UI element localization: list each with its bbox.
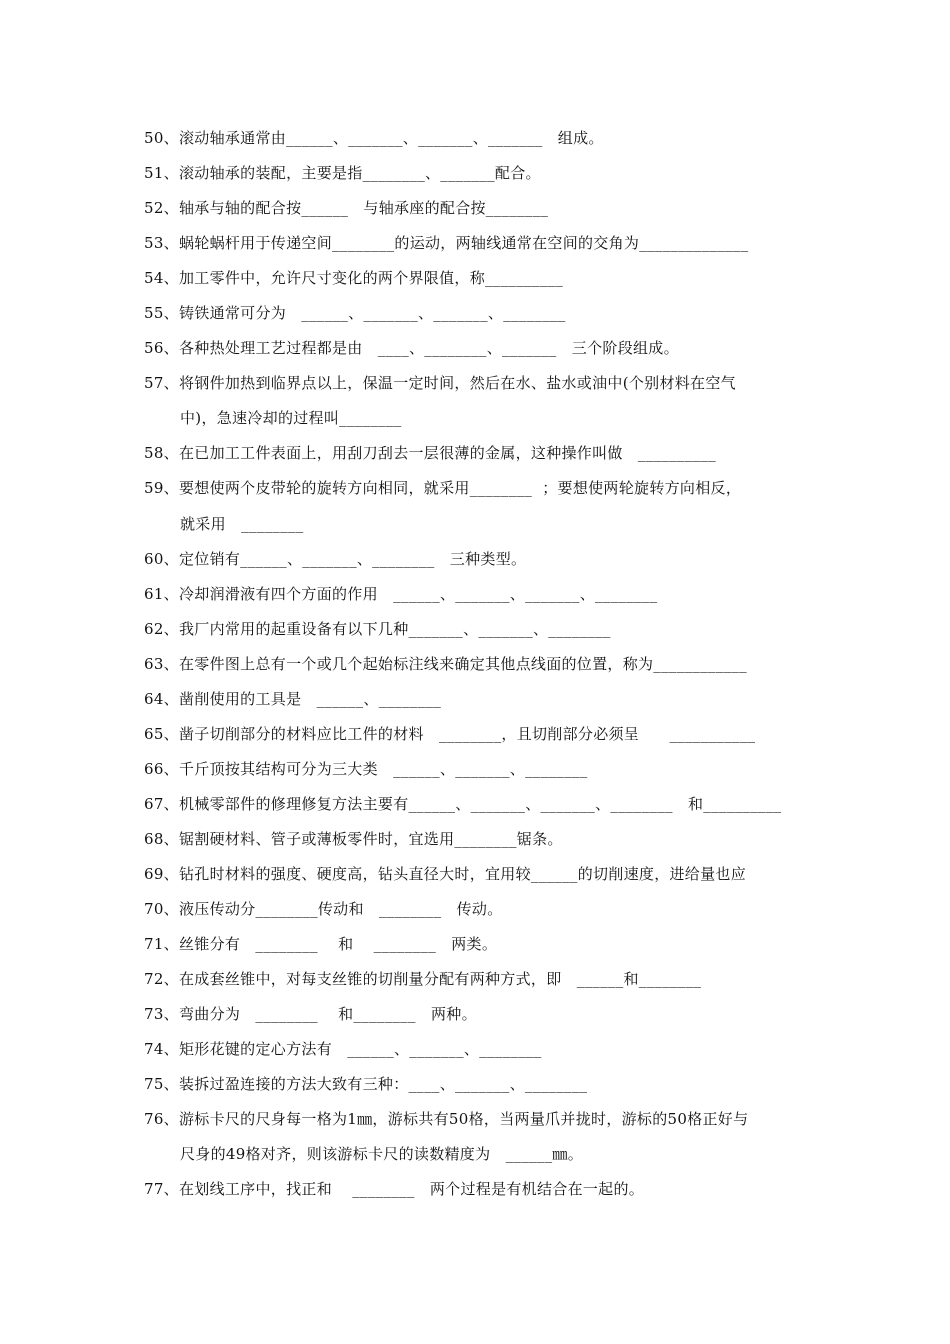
question-continuation-line: 中)，急速冷却的过程叫________ — [180, 409, 402, 427]
question-line: 77、在划线工序中，找正和 ________ 两个过程是有机结合在一起的。 — [144, 1180, 645, 1198]
question-line: 70、液压传动分________传动和 ________ 传动。 — [144, 900, 503, 918]
question-line: 72、在成套丝锥中，对每支丝锥的切削量分配有两种方式，即 ______和________ — [144, 970, 702, 988]
question-line: 51、滚动轴承的装配，主要是指________、_______配合。 — [144, 164, 541, 182]
question-line: 58、在已加工工件表面上，用刮刀刮去一层很薄的金属，这种操作叫做 __________ — [144, 444, 716, 462]
question-line: 50、滚动轴承通常由______、_______、_______、_______ 组成。 — [144, 129, 604, 147]
question-line: 53、蜗轮蜗杆用于传递空间________的运动，两轴线通常在空间的交角为______________ — [144, 234, 749, 252]
question-continuation-line: 就采用 ________ — [180, 515, 304, 533]
question-line: 67、机械零部件的修理修复方法主要有______、_______、_______、________ 和__________ — [144, 795, 782, 813]
question-line: 68、锯割硬材料、管子或薄板零件时，宜选用________锯条。 — [144, 830, 563, 848]
question-line: 56、各种热处理工艺过程都是由 ____、________、_______ 三个阶段组成。 — [144, 339, 679, 357]
question-line: 66、千斤顶按其结构可分为三大类 ______、_______、________ — [144, 760, 588, 778]
question-line: 55、铸铁通常可分为 ______、_______、_______、________ — [144, 304, 566, 322]
question-line: 74、矩形花键的定心方法有 ______、_______、________ — [144, 1040, 542, 1058]
question-line: 54、加工零件中，允许尺寸变化的两个界限值，称__________ — [144, 269, 563, 287]
question-line: 61、冷却润滑液有四个方面的作用 ______、_______、_______、________ — [144, 585, 658, 603]
question-line: 73、弯曲分为 ________ 和________ 两种。 — [144, 1005, 477, 1023]
question-line: 57、将钢件加热到临界点以上，保温一定时间，然后在水、盐水或油中(个别材料在空气 — [144, 374, 736, 392]
question-line: 63、在零件图上总有一个或几个起始标注线来确定其他点线面的位置，称为____________ — [144, 655, 747, 673]
question-continuation-line: 尺身的49格对齐，则该游标卡尺的读数精度为 ______㎜。 — [180, 1145, 583, 1163]
question-line: 65、凿子切削部分的材料应比工件的材料 ________，且切削部分必须呈 ___________ — [144, 725, 756, 743]
question-line: 75、装拆过盈连接的方法大致有三种：____、_______、________ — [144, 1075, 588, 1093]
question-line: 52、轴承与轴的配合按______ 与轴承座的配合按________ — [144, 199, 549, 217]
question-line: 60、定位销有______、_______、________ 三种类型。 — [144, 550, 527, 568]
question-line: 76、游标卡尺的尺身每一格为1㎜，游标共有50格，当两量爪并拢时，游标的50格正好与 — [144, 1110, 749, 1128]
question-line: 64、凿削使用的工具是 ______、________ — [144, 690, 442, 708]
question-line: 71、丝锥分有 ________ 和 ________ 两类。 — [144, 935, 498, 953]
question-line: 59、要想使两个皮带轮的旋转方向相同，就采用________ ；要想使两轮旋转方向相反， — [144, 479, 742, 497]
question-line: 69、钻孔时材料的强度、硬度高，钻头直径大时，宜用较______的切削速度，进给量也应 — [144, 865, 746, 883]
question-line: 62、我厂内常用的起重设备有以下几种_______、_______、________ — [144, 620, 611, 638]
